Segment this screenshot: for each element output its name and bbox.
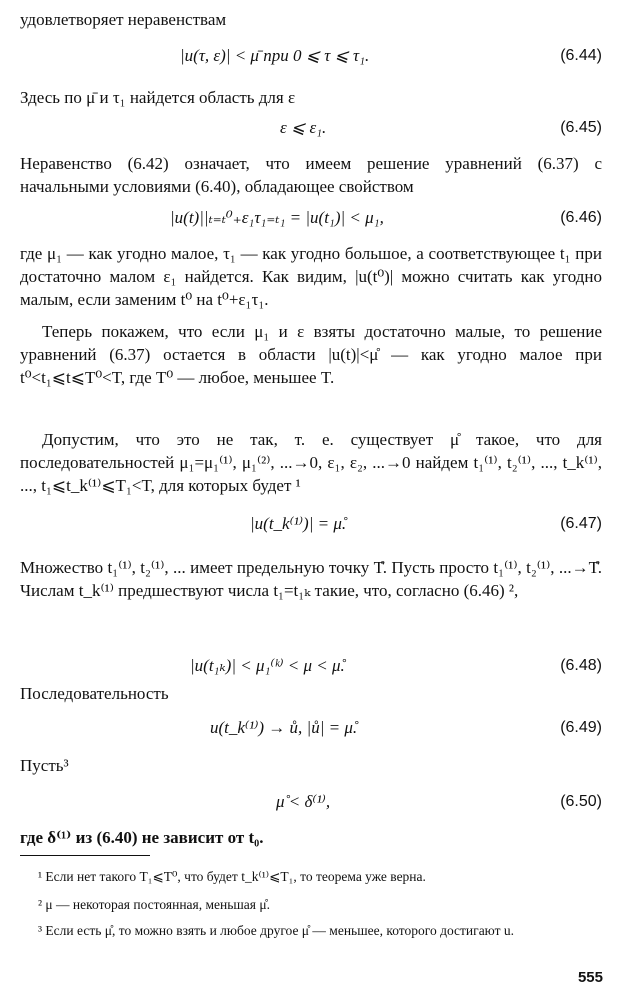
equation-body: |u(t₁ₖ)| < μ₁⁽ᵏ⁾ < μ < μ̊. [190, 656, 345, 675]
equation-number: (6.46) [560, 209, 602, 226]
intro-line: удовлетворяет неравенствам [20, 10, 227, 29]
equation-body: ε ⩽ ε₁. [280, 118, 327, 137]
footnote-1: ¹ Если нет такого T₁⩽T⁰, что будет t_k⁽¹⁾⩽T₁, то теорема уже верна. [38, 869, 426, 884]
equation-body: u(t_k⁽¹⁾) → ů, |ů| = μ̊. [210, 718, 358, 737]
paragraph-now-show: Теперь покажем, что если μ₁ и ε взяты достаточно малые, то решение уравнений (6.37) остается в области |u(t)|<μ̊ — как угодно малое при t⁰<t₁⩽t⩽T⁰<T, где T⁰ — любое, меньшее T. [20, 322, 602, 387]
paragraph-suppose: Допустим, что это не так, т. е. существует μ̊ такое, что для последовательностей μ₁=μ₁⁽¹⁾, μ₁⁽²⁾, ...→0, ε₁, ε₂, ...→0 найдем t₁⁽¹⁾, t₂⁽¹⁾, ..., t_k⁽¹⁾, ..., t₁⩽t_k⁽¹⁾⩽T₁<T, для которых будет ¹ [20, 430, 602, 495]
equation-number: (6.47) [560, 515, 602, 532]
footnote-3: ³ Если есть μ̊, то можно взять и любое другое μ̊ — меньшее, которого достигают u. [38, 923, 514, 938]
paragraph-mu-tau: где μ₁ — как угодно малое, τ₁ — как угодно большое, а соответствующее t₁ при достаточно малом ε₁ найдется. Как видим, |u(t⁰)| можно считать как угодно малым, если заменим t⁰ на t⁰+ε₁τ₁. [20, 244, 602, 309]
equation-number: (6.44) [560, 47, 602, 64]
equation-6-47 [20, 512, 602, 538]
footnote-2: ² μ — некоторая постоянная, меньшая μ̊. [38, 897, 270, 912]
equation-body: |u(τ, ε)| < μ̄ при 0 ⩽ τ ⩽ τ₁. [180, 46, 370, 65]
equation-number: (6.48) [560, 657, 602, 674]
paragraph-limit-point: Множество t₁⁽¹⁾, t₂⁽¹⁾, ... имеет предельную точку T̊. Пусть просто t₁⁽¹⁾, t₂⁽¹⁾, ...→T̊. Числам t_k⁽¹⁾ предшествуют числа t₁=t₁ₖ такие, что, согласно (6.46) ², [20, 558, 602, 600]
let-line: Пусть³ [20, 756, 69, 775]
here-mu-tau-line: Здесь по μ̄ и τ₁ найдется область для ε [20, 88, 296, 107]
equation-6-48 [20, 654, 602, 680]
equation-6-50 [20, 790, 602, 816]
equation-6-45 [20, 116, 602, 142]
equation-number: (6.45) [560, 119, 602, 136]
equation-body: μ̊ < δ⁽¹⁾, [276, 792, 331, 811]
equation-body: |u(t_k⁽¹⁾)| = μ̊. [250, 514, 347, 533]
equation-6-46 [20, 206, 602, 232]
final-line: где δ⁽¹⁾ из (6.40) не зависит от t₀. [20, 828, 264, 847]
paragraph-inequality-meaning: Неравенство (6.42) означает, что имеем решение уравнений (6.37) с начальными условиями (6.40), обладающее свойством [20, 154, 602, 196]
equation-number: (6.49) [560, 719, 602, 736]
equation-6-44 [20, 44, 602, 70]
sequence-line: Последовательность [20, 684, 169, 703]
footnote-divider [20, 855, 150, 856]
equation-6-49 [20, 716, 602, 742]
equation-number: (6.50) [560, 793, 602, 810]
page-number: 555 [577, 969, 603, 986]
equation-body: |u(t)||ₜ₌ₜ⁰₊ε₁τ₁₌ₜ₁ = |u(t₁)| < μ₁, [170, 208, 384, 227]
